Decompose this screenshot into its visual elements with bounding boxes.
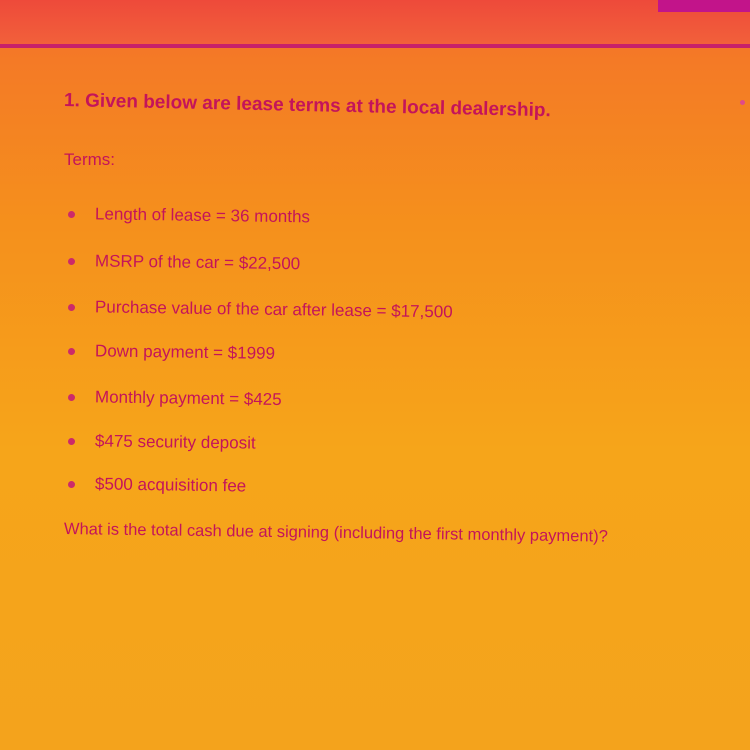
bullet-icon	[68, 394, 75, 401]
term-item-msrp	[68, 249, 301, 276]
bullet-icon	[68, 258, 75, 265]
term-text: Down payment = $1999	[94, 341, 276, 363]
term-text: $475 security deposit	[94, 431, 256, 453]
term-item-down-payment	[68, 339, 275, 366]
bullet-icon	[68, 481, 75, 488]
term-item-security-deposit	[68, 429, 256, 456]
question-prompt: What is the total cash due at signing (including the first monthly payment)?	[63, 520, 608, 546]
bullet-icon	[68, 304, 75, 311]
term-item-lease-length	[68, 202, 310, 229]
term-text: Monthly payment = $425	[94, 387, 282, 409]
term-item-purchase-value	[68, 295, 453, 324]
term-text: MSRP of the car = $22,500	[94, 251, 301, 274]
bullet-icon	[68, 348, 75, 355]
term-text: Length of lease = 36 months	[94, 204, 311, 227]
term-item-monthly-payment	[68, 385, 282, 412]
term-text: Purchase value of the car after lease = $17,500	[94, 297, 453, 322]
question-title: 1. Given below are lease terms at the local dealership.	[63, 90, 551, 122]
bullet-icon	[68, 211, 75, 218]
term-text: $500 acquisition fee	[94, 474, 247, 496]
bullet-icon	[68, 438, 75, 445]
terms-heading: Terms:	[64, 150, 115, 169]
term-item-acquisition-fee	[68, 472, 247, 498]
